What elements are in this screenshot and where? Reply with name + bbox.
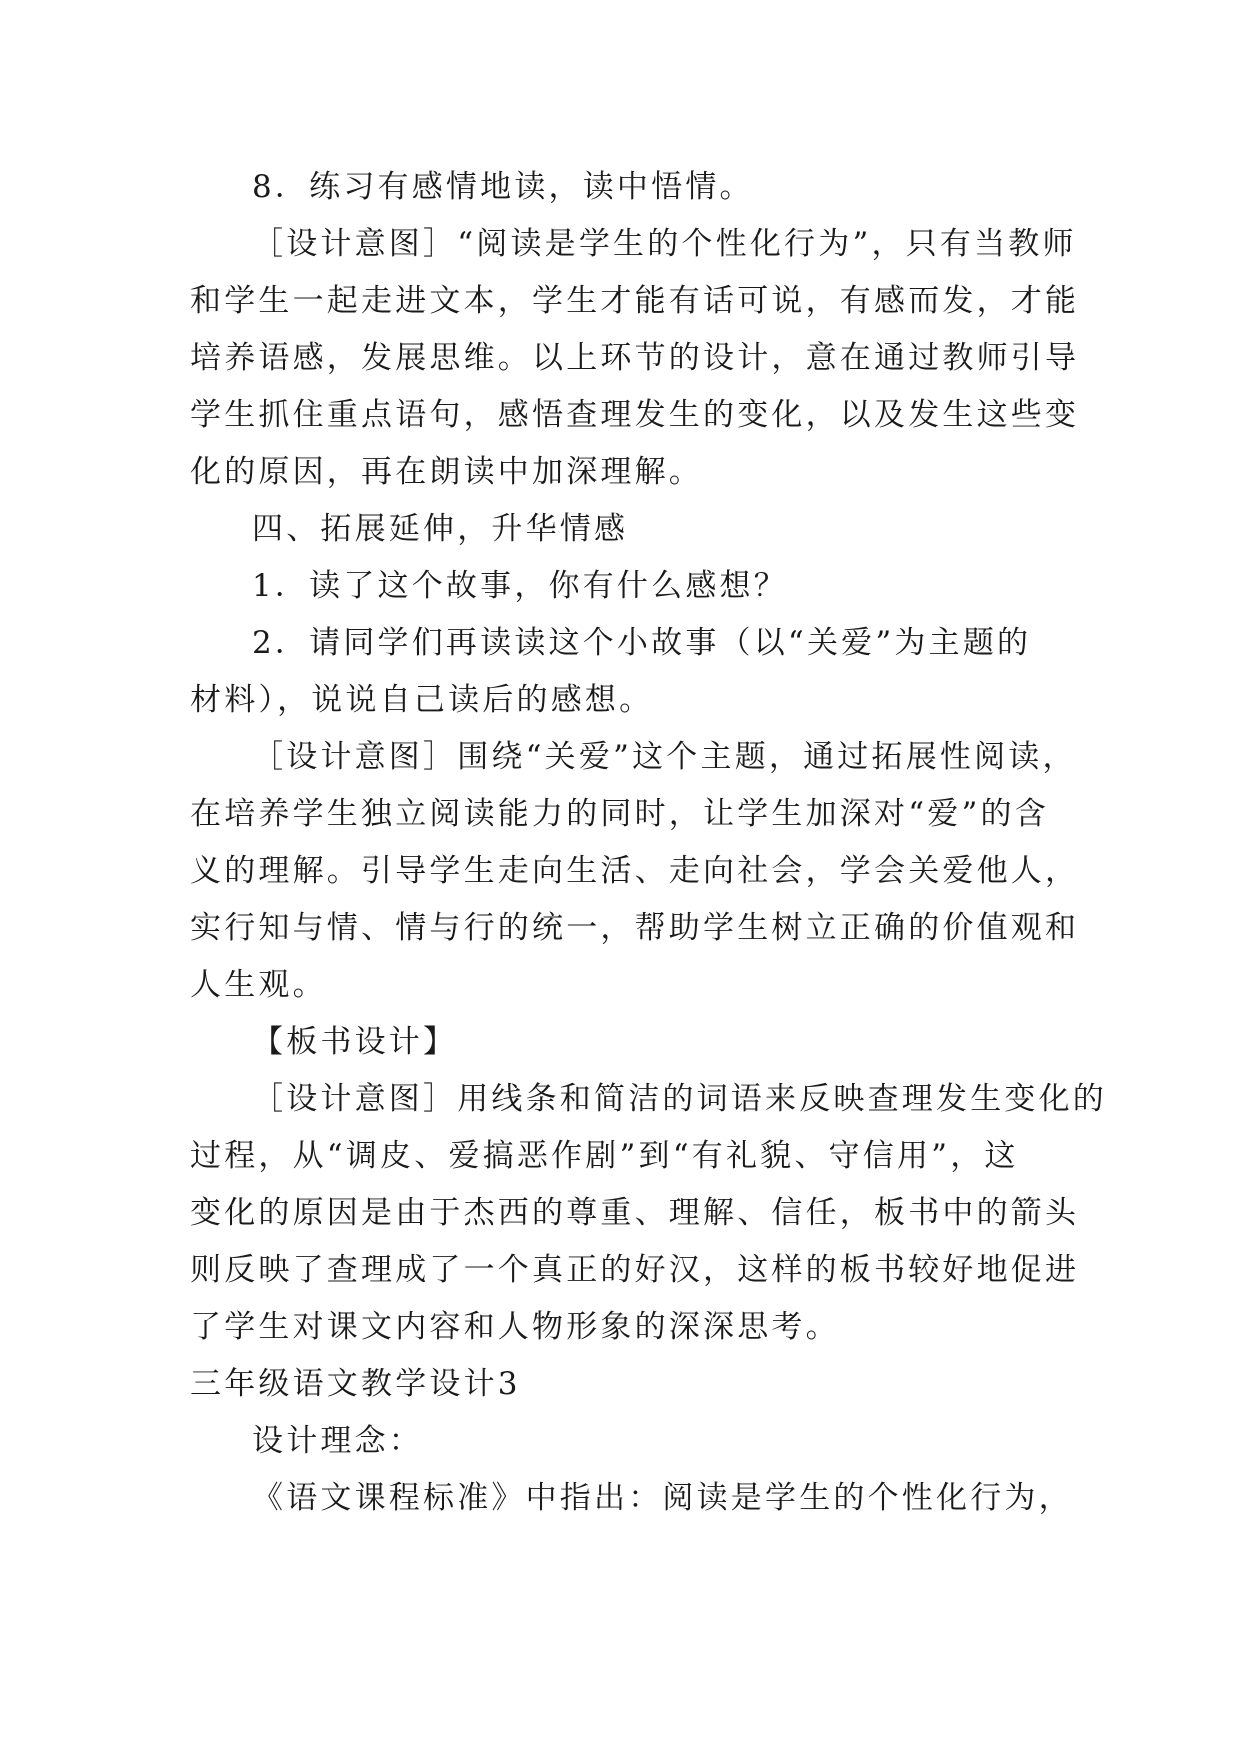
design-intent-1-line-4: 学生抓住重点语句，感悟查理发生的变化，以及发生这些变 — [190, 397, 1080, 433]
design-intent-3-line-5: 了学生对课文内容和人物形象的深深思考。 — [190, 1309, 840, 1345]
design-intent-1-line-2: 和学生一起走进文本，学生才能有话可说，有感而发，才能 — [190, 283, 1080, 319]
section-4-heading: 四、拓展延伸，升华情感 — [252, 511, 629, 547]
question-2-line-2: 材料），说说自己读后的感想。 — [190, 682, 654, 718]
design-intent-2-line-2: 在培养学生独立阅读能力的同时，让学生加深对“爱”的含 — [190, 796, 1049, 832]
design-intent-1-line-1: ［设计意图］“阅读是学生的个性化行为”，只有当教师 — [252, 226, 1077, 262]
design-intent-3-line-4: 则反映了查理成了一个真正的好汉，这样的板书较好地促进 — [190, 1252, 1080, 1288]
step-8-line: 8．练习有感情地读，读中悟情。 — [252, 169, 754, 205]
design-intent-1-line-3: 培养语感，发展思维。以上环节的设计，意在通过教师引导 — [190, 340, 1080, 376]
design-intent-2-line-3: 义的理解。引导学生走向生活、走向社会，学会关爱他人， — [190, 853, 1080, 889]
design-intent-3-line-3: 变化的原因是由于杰西的尊重、理解、信任，板书中的箭头 — [190, 1195, 1080, 1231]
design-intent-3-line-1: ［设计意图］用线条和简洁的词语来反映查理发生变化的 — [252, 1081, 1107, 1117]
section-title-grade3-design3: 三年级语文教学设计3 — [190, 1366, 521, 1402]
design-intent-2-line-1: ［设计意图］围绕“关爱”这个主题，通过拓展性阅读， — [252, 739, 1077, 775]
design-intent-2-line-4: 实行知与情、情与行的统一，帮助学生树立正确的价值观和 — [190, 910, 1080, 946]
design-intent-2-line-5: 人生观。 — [190, 967, 327, 1003]
design-intent-1-line-5: 化的原因，再在朗读中加深理解。 — [190, 454, 703, 490]
question-2-line-1: 2．请同学们再读读这个小故事（以“关爱”为主题的 — [252, 625, 1032, 661]
blackboard-design-heading: 【板书设计】 — [252, 1024, 458, 1060]
design-intent-3-line-2: 过程，从“调皮、爱搞恶作剧”到“有礼貌、守信用”，这 — [190, 1138, 1019, 1174]
design-concept-line-1: 《语文课程标准》中指出：阅读是学生的个性化行为， — [252, 1480, 1073, 1516]
design-concept-heading: 设计理念： — [252, 1423, 423, 1459]
question-1-line: 1．读了这个故事，你有什么感想？ — [252, 568, 788, 604]
